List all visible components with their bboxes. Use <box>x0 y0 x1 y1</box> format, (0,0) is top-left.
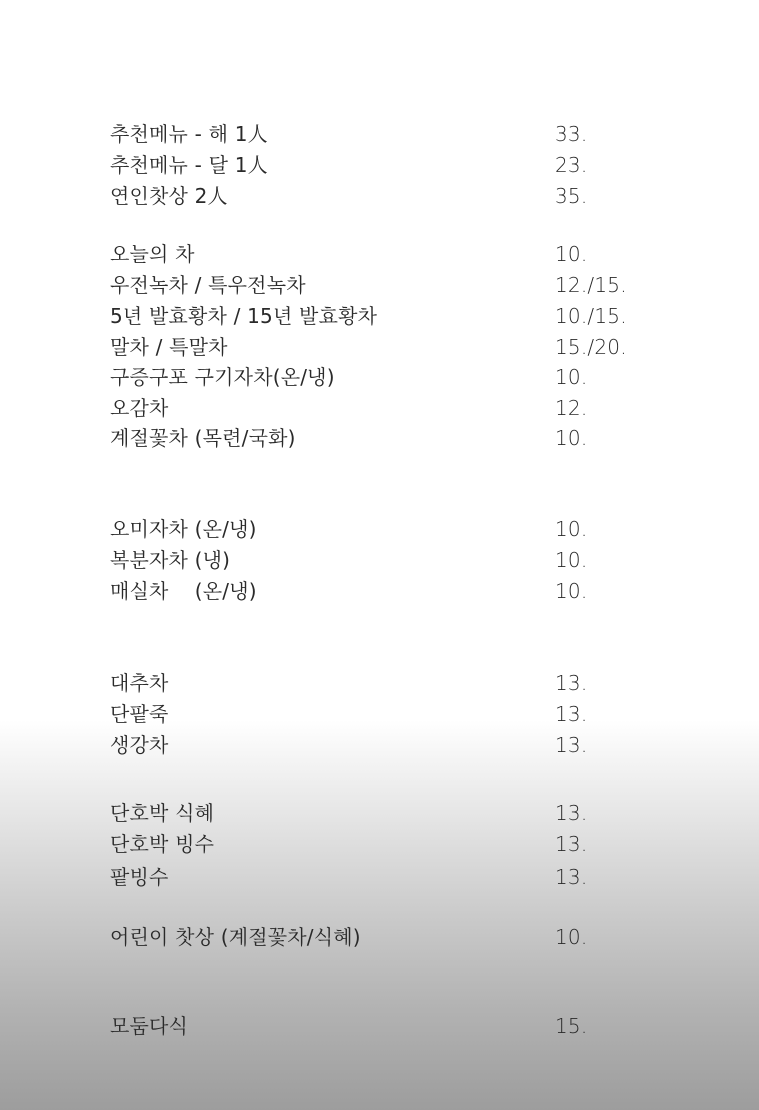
menu-item-todays-tea <box>110 239 670 269</box>
item-price: 10. <box>555 517 588 541</box>
menu-item-pumpkin-bingsu <box>110 829 670 859</box>
menu-item-red-bean-bingsu <box>110 862 670 892</box>
menu-item-goji-tea <box>110 362 670 392</box>
menu-item-kids-set <box>110 922 670 952</box>
item-price: 13. <box>555 671 588 695</box>
item-price: 10. <box>555 365 588 389</box>
item-price: 12./15. <box>555 273 627 297</box>
item-name: 어린이 찻상 (계절꽃차/식혜) <box>110 925 361 949</box>
item-name: 오미자차 (온/냉) <box>110 517 257 541</box>
menu-item-matcha <box>110 332 670 362</box>
item-name: 추천메뉴 - 달 1人 <box>110 153 268 177</box>
menu-item-yellow-tea <box>110 301 670 331</box>
item-price: 10. <box>555 426 588 450</box>
menu-item-seasonal-flower-tea <box>110 423 670 453</box>
item-name: 단팥죽 <box>110 702 169 726</box>
item-price: 15. <box>555 1014 588 1038</box>
item-name: 추천메뉴 - 해 1人 <box>110 122 268 146</box>
menu-item-bokbunja-tea <box>110 545 670 575</box>
item-name: 구증구포 구기자차(온/냉) <box>110 365 335 389</box>
item-price: 13. <box>555 702 588 726</box>
item-price: 10. <box>555 548 588 572</box>
item-price: 13. <box>555 801 588 825</box>
item-name: 단호박 식혜 <box>110 801 215 825</box>
item-price: 35. <box>555 184 588 208</box>
item-price: 13. <box>555 733 588 757</box>
menu-item-pumpkin-sikhye <box>110 798 670 828</box>
item-name: 말차 / 특말차 <box>110 335 228 359</box>
item-price: 10. <box>555 925 588 949</box>
item-name: 복분자차 (냉) <box>110 548 231 572</box>
item-name: 모둠다식 <box>110 1014 189 1038</box>
item-price: 33. <box>555 122 588 146</box>
item-name: 대추차 <box>110 671 169 695</box>
menu-item-ginger-tea <box>110 730 670 760</box>
menu-item-maesil-tea <box>110 576 670 606</box>
item-name: 우전녹차 / 특우전녹차 <box>110 273 306 297</box>
item-name: 팥빙수 <box>110 865 169 889</box>
menu-item-five-senses-tea <box>110 393 670 423</box>
item-name: 연인찻상 2人 <box>110 184 228 208</box>
item-price: 10./15. <box>555 304 627 328</box>
item-price: 13. <box>555 832 588 856</box>
menu-item-green-tea <box>110 270 670 300</box>
item-price: 13. <box>555 865 588 889</box>
menu-item-assorted-dasik <box>110 1011 670 1041</box>
item-price: 12. <box>555 396 588 420</box>
menu-item-moon-set <box>110 150 670 180</box>
menu-item-omija-tea <box>110 514 670 544</box>
item-name: 단호박 빙수 <box>110 832 215 856</box>
item-price: 15./20. <box>555 335 627 359</box>
item-name: 오늘의 차 <box>110 242 195 266</box>
item-name: 오감차 <box>110 396 169 420</box>
item-price: 10. <box>555 579 588 603</box>
item-price: 23. <box>555 153 588 177</box>
item-name: 계절꽃차 (목련/국화) <box>110 426 296 450</box>
item-name: 매실차 (온/냉) <box>110 579 257 603</box>
item-name: 5년 발효황차 / 15년 발효황차 <box>110 304 378 328</box>
item-price: 10. <box>555 242 588 266</box>
menu-item-red-bean-porridge <box>110 699 670 729</box>
menu-item-sun-set <box>110 119 670 149</box>
menu-item-jujube-tea <box>110 668 670 698</box>
menu-item-couple-set <box>110 181 670 211</box>
item-name: 생강차 <box>110 733 169 757</box>
